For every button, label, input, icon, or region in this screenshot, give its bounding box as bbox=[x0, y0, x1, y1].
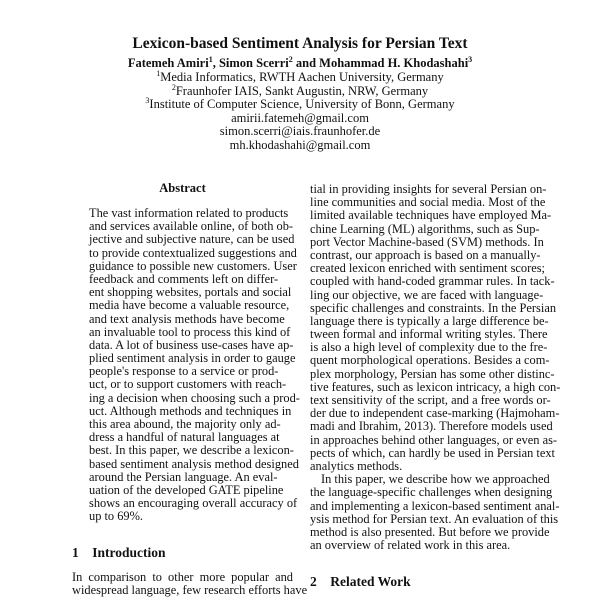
text-line: around the Persian language. An eval- bbox=[89, 469, 278, 484]
email: mh.khodashahi@gmail.com bbox=[229, 138, 371, 152]
section-heading-introduction bbox=[72, 545, 166, 561]
text-line: to provide contextualized suggestions and bbox=[89, 245, 297, 260]
text-line: plied sentiment analysis in order to gauge bbox=[89, 351, 296, 366]
text-line: uct. Although methods and techniques in bbox=[89, 403, 292, 418]
text-line: an invaluable tool to process this kind of bbox=[89, 324, 291, 339]
text-line: shows an encouraging overall accuracy of bbox=[89, 496, 298, 511]
text-line: data. A lot of business use-cases have ap- bbox=[89, 337, 294, 352]
text-line: tive features, such as lexicon intricacy, a high con- bbox=[310, 379, 561, 394]
text-line: and services available online, of both ob- bbox=[89, 219, 294, 234]
text-line: tween formal and informal writing styles. There bbox=[310, 327, 548, 342]
text-line: the language-specific challenges when designing bbox=[310, 485, 553, 500]
abstract-body bbox=[89, 206, 300, 524]
text-line: plex morphology, Persian has some other distinc- bbox=[310, 366, 555, 381]
text-line: uation of the developed GATE pipeline bbox=[89, 482, 284, 497]
affiliation-sup: 2 bbox=[171, 83, 176, 92]
affiliation-text: Media Informatics, RWTH Aachen University, Germany bbox=[160, 70, 444, 84]
text-line: tial in providing insights for several Persian on- bbox=[310, 182, 547, 196]
email: amirii.fatemeh@gmail.com bbox=[231, 111, 369, 125]
text-line: port Vector Machine-based (SVM) methods. In bbox=[310, 234, 544, 249]
affiliation-text: Fraunhofer IAIS, Sankt Augustin, NRW, Germany bbox=[175, 84, 429, 98]
author-name: Fatemeh Amiri bbox=[127, 56, 209, 70]
affiliation-sup: 1 bbox=[156, 69, 161, 78]
text-line: jective and subjective nature, can be used bbox=[89, 232, 295, 247]
text-line: this area abound, the majority only ad- bbox=[89, 417, 281, 431]
section-title: Related Work bbox=[330, 574, 411, 589]
section-number: 1 bbox=[72, 545, 79, 560]
email: simon.scerri@iais.fraunhofer.de bbox=[219, 124, 381, 138]
text-line: media have become a valuable resource, bbox=[89, 298, 290, 313]
text-line: limited available techniques have employed Ma- bbox=[310, 208, 552, 223]
text-line: chine Learning (ML) algorithms, such as Sup- bbox=[310, 221, 540, 236]
text-line: contrast, our approach is based on a manually- bbox=[310, 247, 541, 262]
text-line: guidance to possible new customers. User bbox=[89, 258, 297, 273]
text-line: up to 69%. bbox=[89, 509, 144, 524]
text-line: pects of which, can hardly be used in Persian text bbox=[310, 445, 555, 460]
text-line: dress a handful of natural languages at bbox=[89, 430, 280, 445]
text-line: is also a high level of complexity due to the fre- bbox=[310, 340, 548, 355]
affiliation-text: Institute of Computer Science, University of Bonn, Germany bbox=[149, 97, 455, 111]
abstract-heading: Abstract bbox=[159, 181, 206, 195]
text-line: based sentiment analysis method designed bbox=[89, 456, 299, 471]
author-sup: 2 bbox=[288, 55, 293, 64]
text-line: In this paper, we describe how we approached bbox=[321, 472, 550, 487]
text-line: and text analysis methods have become bbox=[89, 311, 285, 326]
text-line: text sensitivity of the script, and a free words or- bbox=[310, 393, 551, 407]
section-title: Introduction bbox=[92, 545, 166, 560]
text-line: ing a decision when choosing such a prod- bbox=[89, 390, 300, 405]
text-line: widespread language, few research efforts have bbox=[72, 583, 308, 598]
section-number: 2 bbox=[310, 574, 317, 589]
author-sup: 1 bbox=[208, 55, 213, 64]
text-line: The vast information related to products bbox=[89, 206, 289, 220]
text-line: der due to independent case-marking (Hajmoham- bbox=[310, 406, 560, 421]
text-line: coupled with hand-coded grammar rules. In tack- bbox=[310, 274, 555, 289]
author-sep: and bbox=[292, 56, 320, 70]
section-heading-related-work bbox=[310, 574, 411, 590]
text-line: line communities and social media. Most of the bbox=[310, 195, 546, 210]
text-line: ent shopping websites, portals and social bbox=[89, 285, 292, 300]
affiliation bbox=[0, 71, 600, 84]
paper-title: Lexicon-based Sentiment Analysis for Persian Text bbox=[132, 35, 468, 52]
text-line: language there is typically a large difference be- bbox=[310, 313, 549, 328]
text-line: uct, or to support customers with reach- bbox=[89, 377, 287, 392]
text-line: In comparison to other more popular and bbox=[72, 570, 293, 584]
author-name: Simon Scerri bbox=[218, 56, 289, 70]
text-line: quent morphological operations. Besides a com- bbox=[310, 353, 550, 368]
affiliation bbox=[0, 98, 600, 111]
text-line: ysis method for Persian text. An evaluation of this bbox=[310, 511, 559, 526]
right-column-body bbox=[310, 182, 561, 553]
author-name: Mohammad H. Khodashahi bbox=[319, 56, 469, 70]
text-line: people's response to a service or prod- bbox=[89, 364, 279, 379]
text-line: ling our objective, we are faced with language- bbox=[310, 287, 544, 302]
text-line: feedback and comments left on differ- bbox=[89, 271, 279, 286]
author-sep: , bbox=[212, 56, 219, 70]
introduction-body bbox=[72, 570, 308, 598]
text-line: madi and Ibrahim, 2013). Therefore models used bbox=[310, 419, 553, 434]
author-list bbox=[0, 56, 600, 71]
text-line: created lexicon enriched with sentiment scores; bbox=[310, 261, 545, 276]
text-line: an overview of related work in this area. bbox=[310, 538, 511, 553]
text-line: and implementing a lexicon-based sentiment anal- bbox=[310, 498, 560, 513]
text-line: specific challenges and constraints. In the Persian bbox=[310, 300, 557, 315]
affiliation-sup: 3 bbox=[145, 96, 150, 105]
text-line: analytics methods. bbox=[310, 458, 403, 473]
text-line: method is also presented. But before we provide bbox=[310, 524, 550, 539]
text-line: in approaches behind other languages, or even as- bbox=[310, 432, 558, 447]
author-sup: 3 bbox=[468, 55, 473, 64]
text-line: best. In this paper, we describe a lexicon- bbox=[89, 443, 294, 458]
